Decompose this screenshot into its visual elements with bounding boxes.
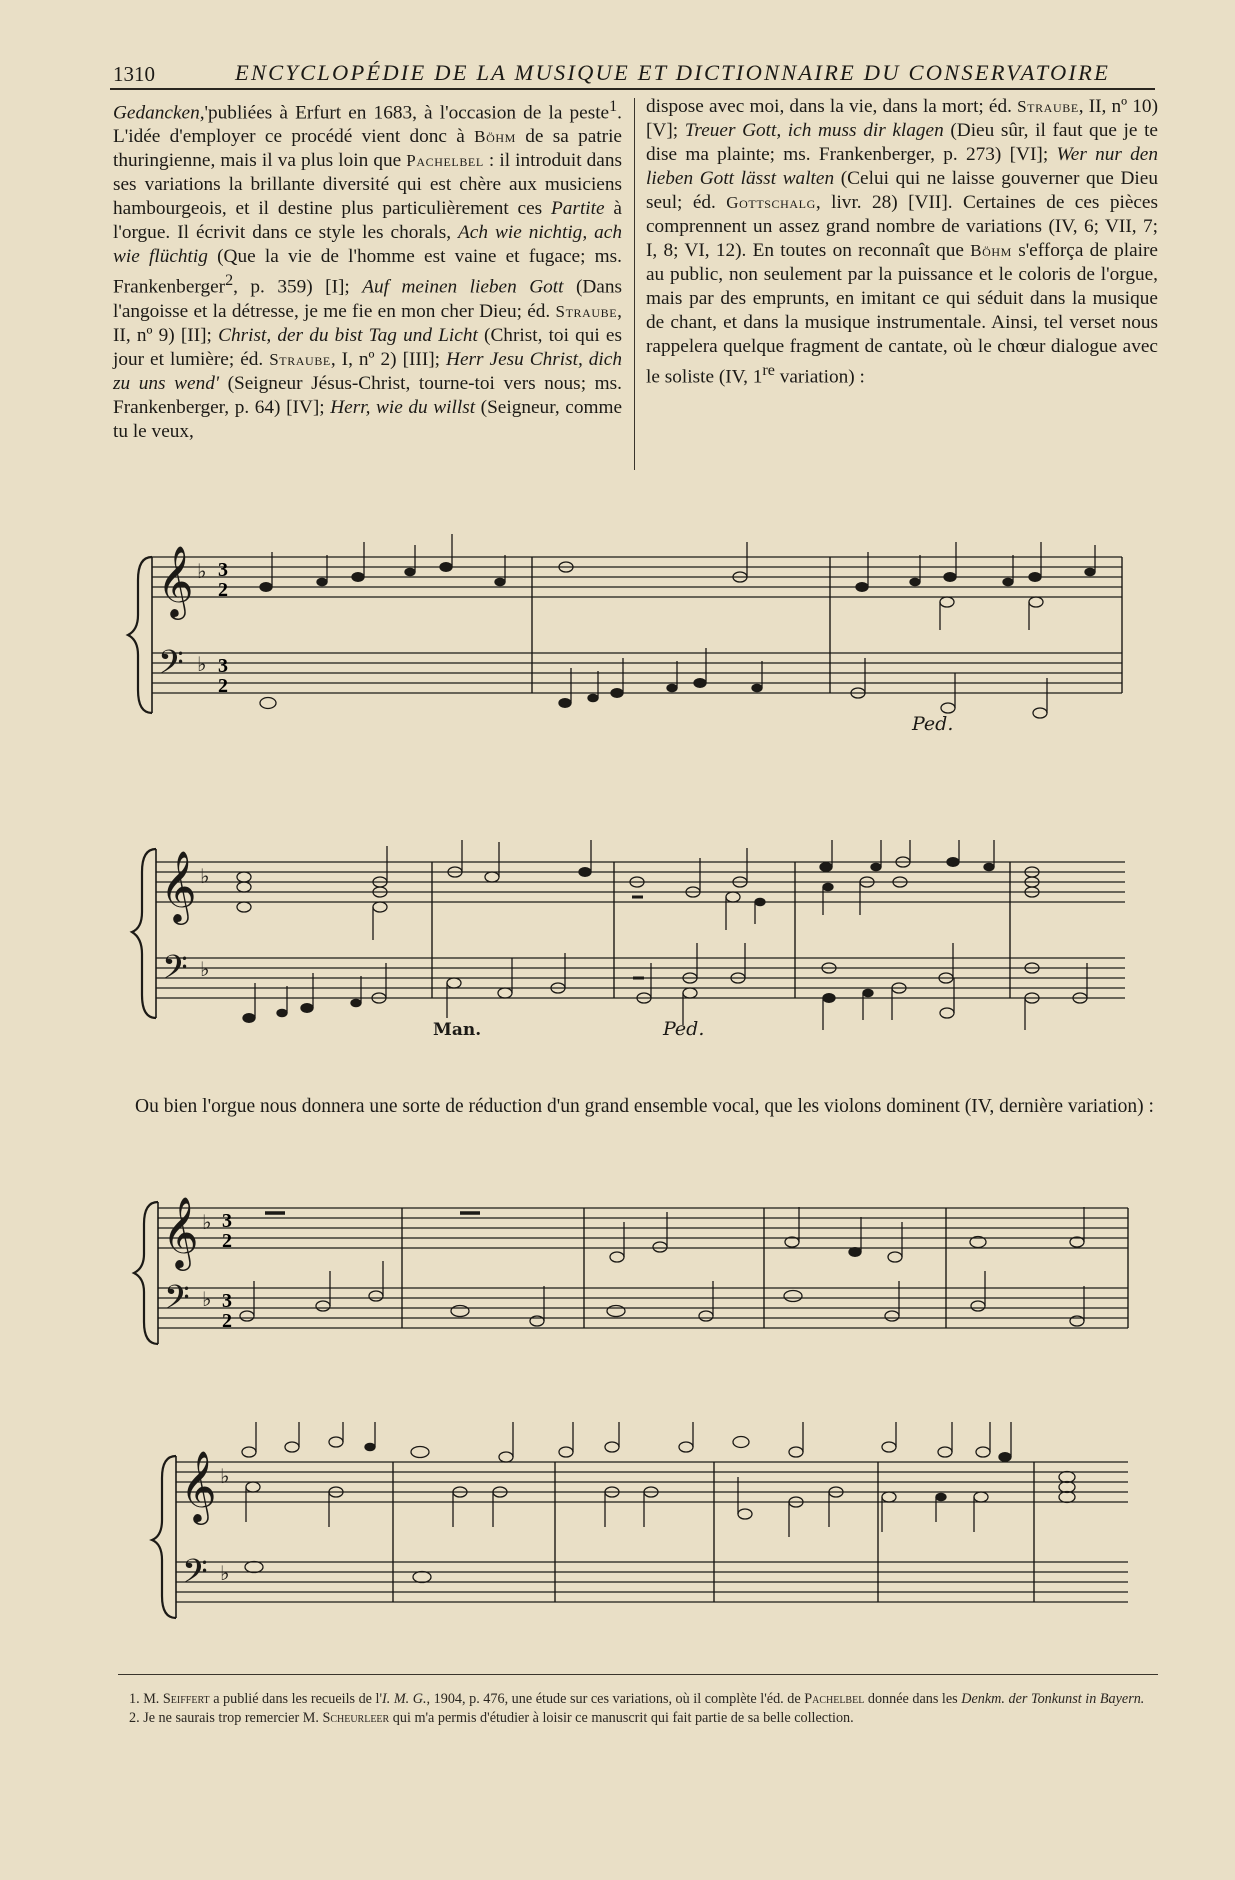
time-signature-numerator: 3	[222, 1290, 232, 1312]
svg-text:𝄞: 𝄞	[180, 1449, 217, 1522]
name-gottschalg: Gottschalg	[726, 193, 816, 212]
work-title-gedancken: Gedancken,	[113, 102, 205, 124]
svg-text:♭: ♭	[202, 1212, 212, 1234]
header-rule	[110, 88, 1155, 90]
page-number: 1310	[113, 62, 155, 86]
text-run: (Dieu sûr, il faut que je te dise ma plainte; ms. Frankenberger, p. 273) [VI];	[646, 120, 1158, 165]
footnote-1	[113, 1690, 1158, 1709]
paragraph-right	[646, 95, 1158, 389]
text-column-left	[113, 95, 622, 444]
paragraph-left	[113, 95, 622, 444]
name-straube: Straube	[555, 301, 618, 321]
music-system-1	[0, 530, 1235, 740]
text-run: , 1904, p. 476, une étude sur ces variations, où il complète l'éd. de	[426, 1691, 805, 1707]
text-run: (Seigneur, comme tu le veux,	[113, 396, 623, 442]
manual-marking: Man.	[433, 1020, 482, 1040]
text-run: qui m'a permis d'étudier à loisir ce manuscrit qui fait partie de sa belle collection.	[389, 1710, 854, 1726]
footnote-ref-2[interactable]: 2	[225, 272, 234, 290]
svg-text:𝄞: 𝄞	[160, 849, 197, 922]
music-example-1-row-1	[0, 530, 1235, 740]
svg-text:𝄞: 𝄞	[162, 1195, 199, 1268]
text-run: (Christ, toi qui es jour et lumière; éd.	[113, 324, 622, 370]
text-run: , II, nº 9) [II];	[113, 300, 622, 346]
text-run: 2. Je ne saurais trop remercier M.	[129, 1710, 323, 1726]
time-signature-numerator: 3	[222, 1210, 232, 1232]
svg-text:𝄞: 𝄞	[157, 544, 194, 617]
chorale-title-1: Ach wie nichtig, ach wie flüchtig	[113, 222, 622, 268]
text-run: , I, nº 2) [III];	[330, 348, 447, 370]
text-run: 1. M.	[129, 1691, 163, 1707]
name-straube: Straube	[269, 349, 331, 369]
time-signature-denominator: 2	[218, 675, 228, 697]
prose-paragraph: Ou bien l'orgue nous donnera une sorte de réduction d'un grand ensemble vocal, que les violons dominent (IV, dernière variation) :	[135, 1096, 1154, 1117]
svg-text:♭: ♭	[197, 654, 207, 676]
running-title: ENCYCLOPÉDIE DE LA MUSIQUE ET DICTIONNAIRE DU CONSERVATOIRE	[235, 60, 1111, 85]
music-system-4	[0, 1422, 1235, 1622]
svg-text:♭: ♭	[200, 959, 210, 981]
svg-text:♭: ♭	[197, 561, 207, 583]
svg-text:𝄢: 𝄢	[158, 644, 184, 690]
time-signature-denominator: 2	[222, 1230, 232, 1252]
chorale-title-4: Herr Jesu Christ, dich zu uns wend'	[113, 348, 622, 394]
text-run: : il introduit dans ses variations la brillante diversité qui est chère aux musiciens hambourgeois, et il destine plus particulièrement ces	[113, 150, 622, 220]
name-pachelbel: Pachelbel	[804, 1691, 865, 1707]
name-bohm: Böhm	[970, 241, 1012, 260]
chorale-title-7: Wer nur den lieben Gott lässt walten	[646, 144, 1159, 189]
text-run: , livr. 28) [VII]. Certaines de ces pièces comprennent un assez grand nombre de variations (IV, 6; VII, 7; I, 8; VI, 12). En toutes on reconnaît que	[646, 192, 1158, 261]
text-run: dispose avec moi, dans la vie, dans la mort; éd.	[646, 96, 1018, 117]
music-example-1-row-2	[0, 840, 1235, 1050]
name-bohm: Böhm	[474, 127, 516, 147]
text-run: a publié dans les recueils de l'	[209, 1691, 383, 1707]
chorale-title-5: Herr, wie du willst	[330, 396, 476, 418]
series-title: Denkm. der Tonkunst in Bayern.	[961, 1691, 1145, 1707]
svg-text:♭: ♭	[202, 1289, 212, 1311]
pedal-marking: Ped.	[912, 713, 954, 735]
text-run: (Dans l'angoisse et la détresse, je me fie en mon cher Dieu; éd.	[113, 276, 622, 322]
footnote-2	[113, 1709, 1158, 1728]
svg-text:𝄢: 𝄢	[162, 949, 188, 995]
name-seiffert: Seiffert	[162, 1691, 210, 1707]
text-run: s'efforça de plaire au public, non seulement par la puissance et le coloris de l'orgue, mais par des emprunts, en imitant ce qui séduit dans la musique de chant, et dans la musique instrumentale. Ainsi, tel verset nous rappelera quelque fragment de cantate, où le chœur dialogue avec le soliste (IV, 1	[646, 240, 1158, 388]
music-system-2	[0, 840, 1235, 1050]
text-column-right	[646, 95, 1158, 389]
svg-text:♭: ♭	[220, 1466, 230, 1488]
footnote-rule	[118, 1674, 1158, 1675]
name-straube: Straube	[1017, 97, 1079, 116]
time-signature-denominator: 2	[222, 1310, 232, 1332]
time-signature-numerator: 3	[218, 559, 228, 581]
journal-abbrev: I. M. G.	[382, 1691, 427, 1707]
text-run: . L'idée d'employer ce procédé vient donc à	[113, 102, 622, 148]
name-pachelbel: Pachelbel	[406, 151, 484, 171]
text-run: (Seigneur Jésus-Christ, tourne-toi vers nous; ms. Frankenberger, p. 64) [IV];	[113, 372, 622, 418]
footnotes	[113, 1690, 1158, 1728]
text-run: , II, nº 10) [V];	[646, 96, 1158, 141]
ordinal-superscript: re	[762, 362, 775, 379]
name-scheurleer: Scheurleer	[322, 1710, 390, 1726]
text-run: donnée dans les	[864, 1691, 962, 1707]
chorale-title-3: Christ, der du bist Tag und Licht	[218, 324, 478, 346]
footnote-ref-1[interactable]: 1	[609, 98, 618, 115]
pedal-marking: Ped.	[663, 1018, 705, 1040]
text-run: 'publiées à Erfurt en 1683, à l'occasion de la peste	[204, 102, 610, 124]
music-example-2-row-1	[0, 1188, 1235, 1368]
svg-text:♭: ♭	[220, 1563, 230, 1585]
time-signature-numerator: 3	[218, 655, 228, 677]
word-partite: Partite	[551, 198, 605, 220]
text-run: à l'orgue. Il écrivit dans ce style les chorals,	[113, 198, 622, 244]
svg-text:♭: ♭	[200, 866, 210, 888]
svg-text:𝄢: 𝄢	[182, 1553, 208, 1599]
svg-text:𝄢: 𝄢	[164, 1279, 190, 1325]
text-run: , p. 359) [I];	[233, 276, 363, 298]
chorale-title-2: Auf meinen lieben Gott	[362, 276, 564, 298]
text-run: de sa patrie thuringienne, mais il va plus loin que	[113, 126, 622, 172]
music-system-3	[0, 1188, 1235, 1368]
music-example-2-row-2	[0, 1422, 1235, 1622]
chorale-title-6: Treuer Gott, ich muss dir klagen	[684, 120, 944, 141]
page-header	[110, 58, 1155, 92]
text-run: variation) :	[774, 366, 865, 388]
text-run: (Celui qui ne laisse gouverner que Dieu seul; éd.	[646, 168, 1158, 213]
text-run: (Que la vie de l'homme est vaine et fugace; ms. Frankenberger	[113, 246, 622, 298]
column-divider	[634, 98, 635, 470]
time-signature-denominator: 2	[218, 579, 228, 601]
